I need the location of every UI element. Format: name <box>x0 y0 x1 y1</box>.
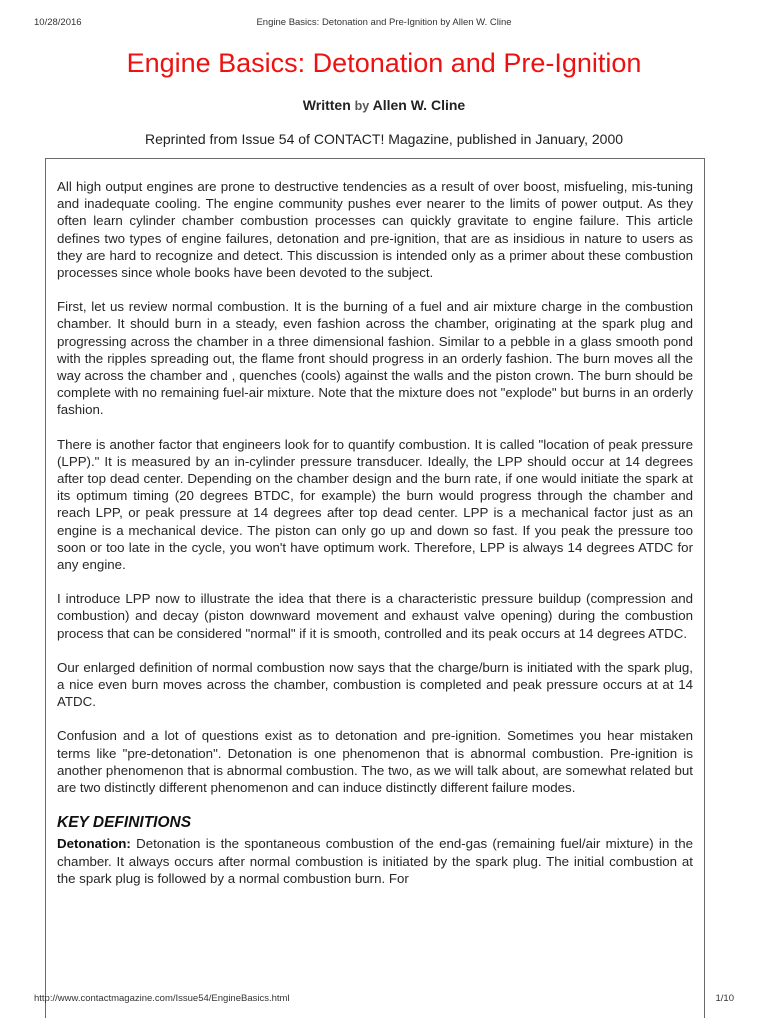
print-header-title: Engine Basics: Detonation and Pre-Ignition by Allen W. Cline <box>256 17 512 28</box>
paragraph-confusion: Confusion and a lot of questions exist as to detonation and pre-ignition. Sometimes you hear mistaken terms like "pre-detonation". Detonation is one phenomenon that is abnormal combustion. Pre-ignition is another phenomenon that is abnormal combustion. The two, as we will talk about, are somewhat related but are two distinctly different phenomenon and can induce distinctly different failure modes. <box>57 728 693 796</box>
print-header <box>34 17 734 31</box>
print-header-date: 10/28/2016 <box>34 17 82 28</box>
definition-term: Detonation: <box>57 836 131 852</box>
article-box <box>45 158 705 1018</box>
byline-by: by <box>354 99 370 113</box>
paragraph-intro: All high output engines are prone to destructive tendencies as a result of over boost, misfueling, mis-tuning and inadequate cooling. The engine community pushes ever nearer to the limits of power output. As they often learn cylinder chamber combustion processes can quickly gravitate to engine failure. This article defines two types of engine failures, detonation and pre-ignition, that are as insidious in nature to users as they are hard to recognize and detect. This discussion is intended only as a primer about these combustion processes since whole books have been devoted to the subject. <box>57 179 693 281</box>
paragraph-lpp-illustration: I introduce LPP now to illustrate the idea that there is a characteristic pressure buildup (compression and combustion) and decay (piston downward movement and exhaust valve opening) during the combustion process that can be considered "normal" if it is smooth, controlled and its peak occurs at 14 degrees ATDC. <box>57 591 693 641</box>
article-title: Engine Basics: Detonation and Pre-Ignition <box>126 48 642 78</box>
page-number: 1/10 <box>715 993 734 1004</box>
byline <box>0 97 768 113</box>
paragraph-normal-combustion: First, let us review normal combustion. It is the burning of a fuel and air mixture charge in the combustion chamber. It should burn in a steady, even fashion across the chamber, originating at the spark plug and progressing across the chamber in a three dimensional fashion. Similar to a pebble in a glass smooth pond with the ripples spreading out, the flame front should progress in an orderly fashion. The burn moves all the way across the chamber and , quenches (cools) against the walls and the piston crown. The burn should be complete with no remaining fuel-air mixture. Note that the mixture does not "explode" but burns in an orderly fashion. <box>57 299 693 418</box>
byline-author: Allen W. Cline <box>372 97 466 113</box>
reprint-note: Reprinted from Issue 54 of CONTACT! Magazine, published in January, 2000 <box>144 131 624 147</box>
definition-text: Detonation is the spontaneous combustion of the end-gas (remaining fuel/air mixture) in the chamber. It always occurs after normal combustion is initiated by the spark plug. The initial combustion at the spark plug is followed by a normal combustion burn. For <box>57 836 693 886</box>
article-body <box>57 178 693 887</box>
paragraph-enlarged-definition: Our enlarged definition of normal combustion now says that the charge/burn is initiated with the spark plug, a nice even burn moves across the chamber, combustion is completed and peak pressure occurs at at 14 ATDC. <box>57 659 693 710</box>
key-definitions-heading: KEY DEFINITIONS <box>57 814 192 832</box>
paragraph-lpp: There is another factor that engineers look for to quantify combustion. It is called "location of peak pressure (LPP)." It is measured by an in-cylinder pressure transducer. Ideally, the LPP should occur at 14 degrees after top dead center. Depending on the chamber design and the burn rate, if one would initiate the spark at its optimum timing (20 degrees BTDC, for example) the burn would progress through the chamber and reach LPP, or peak pressure at 14 degrees after top dead center. LPP is a mechanical factor just as an engine is a mechanical device. The piston can only go up and down so fast. If you peak the pressure too soon or too late in the cycle, you won't have optimum work. Therefore, LPP is always 14 degrees ATDC for any engine. <box>57 436 693 573</box>
byline-written: Written <box>302 97 351 113</box>
source-url-link[interactable]: http://www.contactmagazine.com/Issue54/EngineBasics.html <box>34 993 290 1004</box>
definition-detonation <box>57 835 693 887</box>
print-footer <box>34 993 734 1007</box>
